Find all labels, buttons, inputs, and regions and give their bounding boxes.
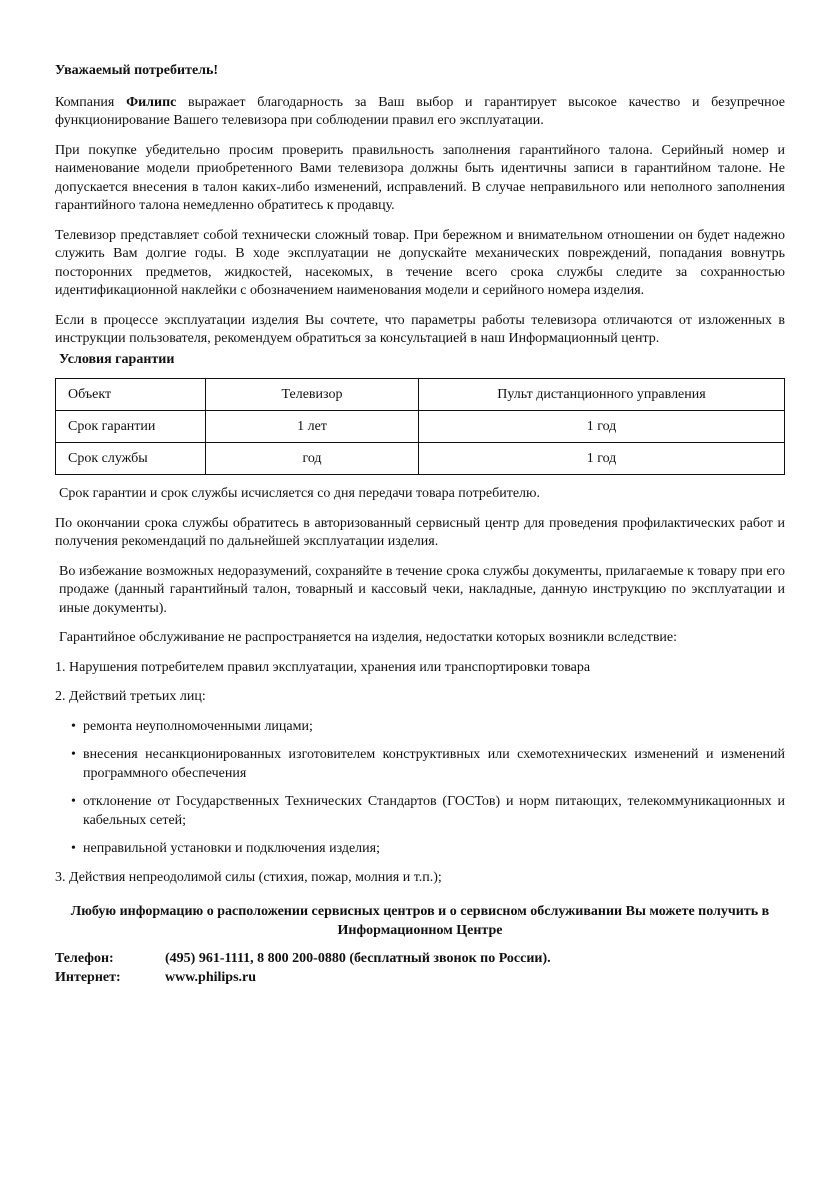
intro-prefix: Компания (55, 94, 127, 110)
note-period-start: Срок гарантии и срок службы исчисляется со дня передачи товара потребителю. (59, 486, 541, 501)
table-row (56, 443, 785, 475)
bullet-icon: • (71, 841, 76, 856)
table-cell: 1 год (419, 411, 785, 443)
web-row (55, 969, 785, 988)
list-item-violations: 1. Нарушения потребителем правил эксплуатации, хранения или транспортировки товара (55, 659, 591, 675)
table-cell: Срок гарантии (56, 411, 206, 443)
list-item-force-majeure: 3. Действия непреодолимой силы (стихия, пожар, молния и т.п.); (55, 869, 442, 885)
bullet-icon: • (71, 747, 76, 762)
bullet-item: • внесения несанкционированных изготовителем конструктивных или схемотехнических изменений и изменений программного обеспечения (71, 747, 785, 781)
greeting-heading: Уважаемый потребитель! (55, 63, 219, 78)
intro-suffix: выражает благодарность за Ваш выбор и гарантирует высокое качество и безупречное функционирование Вашего телевизора при соблюдении правил его эксплуатации. (55, 94, 785, 128)
paragraph-check-coupon: При покупке убедительно просим проверить правильность заполнения гарантийного талона. Серийный номер и наименование модели приобретенного Вами телевизора должны быть идентичны записи в гарантийном талоне. Не допускается внесения в талон каких-либо изменений, исправлений. В случае неправильного или неполного заполнения гарантийного талона немедленно обратитесь к продавцу. (55, 142, 785, 213)
phone-row (55, 950, 785, 969)
web-link[interactable]: www.philips.ru (165, 969, 257, 985)
table-cell: 1 лет (206, 411, 419, 443)
intro-paragraph (55, 94, 785, 131)
list-item-third-parties: 2. Действий третьих лиц: (55, 689, 206, 704)
note-after-service-life: По окончании срока службы обратитесь в авторизованный сервисный центр для проведения профилактических работ и получения рекомендаций по дальнейшей эксплуатации изделия. (55, 515, 785, 549)
table-cell: 1 год (419, 443, 785, 475)
warranty-table (55, 378, 785, 475)
bullet-item: • ремонта неуполномоченными лицами; (55, 718, 785, 737)
document-page (55, 62, 785, 987)
note-keep-documents: Во избежание возможных недоразумений, сохраняйте в течение срока службы документы, прилагаемые к товару при его продаже (данный гарантийный талон, товарный и кассовый чеки, накладные, данную инструкцию по эксплуатации и иные документы). (59, 563, 785, 616)
phone-label: Телефон: (55, 951, 114, 966)
bullet-icon: • (71, 794, 76, 809)
contacts-title: Любую информацию о расположении сервисных центров и о сервисном обслуживании Вы можете получить в Информационном Центре (70, 904, 770, 938)
web-label: Интернет: (55, 969, 121, 985)
table-header-cell: Объект (56, 379, 206, 411)
warranty-section-title: Условия гарантии (59, 351, 175, 367)
paragraph-product-care: Телевизор представляет собой технически сложный товар. При бережном и внимательном отношении он будет надежно служить Вам долгие годы. В ходе эксплуатации не допускайте механических повреждений, попадания вовнутрь посторонних предметов, жидкостей, насекомых, в течение всего срока службы следите за сохранностью идентификационной наклейки с обозначением наименования модели и серийного номера изделия. (55, 227, 785, 298)
bullet-item: • неправильной установки и подключения изделия; (55, 840, 785, 859)
table-row (56, 411, 785, 443)
bullet-icon: • (71, 718, 76, 734)
phone-value: (495) 961-1111, 8 800 200-0880 (бесплатный звонок по России). (165, 951, 551, 966)
note-exclusions-intro: Гарантийное обслуживание не распространяется на изделия, недостатки которых возникли вследствие: (59, 630, 678, 645)
bullet-item: • отклонение от Государственных Технических Стандартов (ГОСТов) и норм питающих, телекоммуникационных и кабельных сетей; (71, 794, 785, 828)
table-header-row (56, 379, 785, 411)
table-header-cell: Телевизор (206, 379, 419, 411)
company-name: Филипс (126, 94, 177, 110)
table-cell: Срок службы (56, 443, 206, 475)
table-cell: год (206, 443, 419, 475)
paragraph-info-center: Если в процессе эксплуатации изделия Вы сочтете, что параметры работы телевизора отличаются от изложенных в инструкции пользователя, рекомендуем обратиться за консультацией в наш Информационный центр. (55, 312, 785, 346)
table-header-cell: Пульт дистанционного управления (419, 379, 785, 411)
